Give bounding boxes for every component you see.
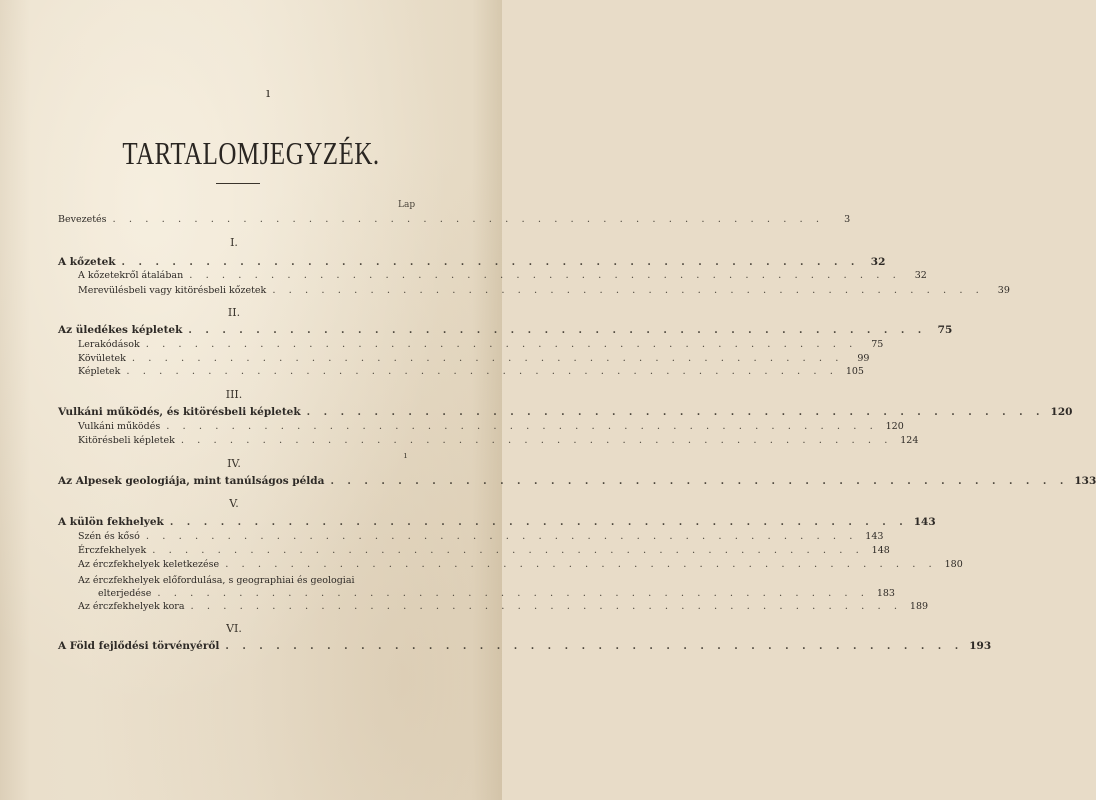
page-column-header: Lap <box>398 200 416 210</box>
section-number-iv: IV. <box>227 457 241 470</box>
toc-leader-dots: . . . . . . . . . . . . . . . . . . . . . . . . . . . . . . . . . . . . . . . . . . . . <box>166 421 878 432</box>
toc-page-number: 189 <box>909 601 929 612</box>
section-number-i: I. <box>230 236 238 249</box>
toc-entry-intro[interactable] <box>58 214 851 228</box>
toc-page-number: 32 <box>914 270 927 281</box>
page-folio-mark: ı <box>266 86 271 101</box>
toc-leader-dots: . . . . . . . . . . . . . . . . . . . . . . . . . . . . . . . . . . . . . . . . . . . . <box>190 601 903 612</box>
toc-entry-2c[interactable] <box>78 366 864 380</box>
page-title: TARTALOMJEGYZÉK. <box>122 137 380 172</box>
toc-entry-section-4[interactable] <box>58 475 1096 489</box>
toc-entry-section-6[interactable] <box>58 640 992 654</box>
pencil-mark: ı <box>404 451 407 461</box>
toc-entry-5e[interactable] <box>78 601 929 615</box>
toc-entry-2b[interactable] <box>78 353 870 367</box>
toc-page-number: 32 <box>870 256 886 268</box>
toc-leader-dots: . . . . . . . . . . . . . . . . . . . . . . . . . . . . . . . . . . . . . . . . . . . . <box>112 214 825 225</box>
toc-entry-label: Képletek <box>78 366 121 377</box>
toc-entry-label: Az Alpesek geologiája, mint tanúlságos példa <box>58 475 325 487</box>
toc-entry-1b[interactable] <box>78 285 1010 299</box>
toc-leader-dots: . . . . . . . . . . . . . . . . . . . . . . . . . . . . . . . . . . . . . . . . . . . . <box>272 285 984 296</box>
toc-entry-section-5[interactable] <box>58 516 936 530</box>
toc-page-number: 99 <box>857 353 870 364</box>
toc-page-number: 120 <box>1050 406 1073 418</box>
toc-leader-dots: . . . . . . . . . . . . . . . . . . . . . . . . . . . . . . . . . . . . . . . . . . . . <box>121 257 860 268</box>
toc-leader-dots: . . . . . . . . . . . . . . . . . . . . . . . . . . . . . . . . . . . . . . . . . . . . <box>152 545 864 556</box>
toc-entry-label: Az érczfekhelyek keletkezése <box>78 559 220 570</box>
toc-leader-dots: . . . . . . . . . . . . . . . . . . . . . . . . . . . . . . . . . . . . . . . . . . . . <box>145 531 858 542</box>
toc-entry-2a[interactable] <box>78 339 884 353</box>
toc-leader-dots: . . . . . . . . . . . . . . . . . . . . . . . . . . . . . . . . . . . . . . . . . . . . <box>188 325 927 336</box>
toc-entry-label: Az érczfekhelyek kora <box>78 601 185 612</box>
toc-page-number: 3 <box>844 214 851 225</box>
toc-entry-label: Vulkáni működés, és kitörésbeli képletek <box>58 406 301 418</box>
toc-entry-5b[interactable] <box>78 545 890 559</box>
toc-entry-label: Kövületek <box>78 353 126 364</box>
section-number-ii: II. <box>227 306 241 319</box>
toc-page-number: 39 <box>997 285 1010 296</box>
toc-entry-label: Érczfekhelyek <box>78 545 147 556</box>
toc-entry-label: Szén és kősó <box>78 531 140 542</box>
toc-page-number: 105 <box>845 366 864 377</box>
toc-page-number: 75 <box>871 339 884 350</box>
toc-leader-dots: . . . . . . . . . . . . . . . . . . . . . . . . . . . . . . . . . . . . . . . . . . . . <box>225 641 964 652</box>
toc-leader-dots: . . . . . . . . . . . . . . . . . . . . . . . . . . . . . . . . . . . . . . . . . . . . <box>126 366 838 377</box>
toc-page-number: 193 <box>969 640 992 652</box>
toc-entry-label: Bevezetés <box>58 214 107 225</box>
section-number-iii: III. <box>225 388 243 401</box>
toc-entry-5a[interactable] <box>78 531 884 545</box>
toc-leader-dots: . . . . . . . . . . . . . . . . . . . . . . . . . . . . . . . . . . . . . . . . . . . . <box>157 588 869 599</box>
toc-leader-dots: . . . . . . . . . . . . . . . . . . . . . . . . . . . . . . . . . . . . . . . . . . . . <box>306 407 1045 418</box>
toc-entry-label: A kőzetekről átalában <box>78 270 184 281</box>
toc-leader-dots: . . . . . . . . . . . . . . . . . . . . . . . . . . . . . . . . . . . . . . . . . . . . <box>145 339 858 350</box>
toc-entry-5d[interactable] <box>98 588 895 602</box>
toc-leader-dots: . . . . . . . . . . . . . . . . . . . . . . . . . . . . . . . . . . . . . . . . . . . . <box>169 517 908 528</box>
toc-entry-label: Kitörésbeli képletek <box>78 435 175 446</box>
toc-page-number: 143 <box>865 531 884 542</box>
toc-leader-dots: . . . . . . . . . . . . . . . . . . . . . . . . . . . . . . . . . . . . . . . . . . . . <box>131 353 844 364</box>
toc-entry-3a[interactable] <box>78 421 904 435</box>
toc-page-number: 75 <box>937 324 953 336</box>
title-divider <box>216 183 260 184</box>
toc-entry-5c[interactable] <box>78 559 963 573</box>
toc-entry-5d-first-line[interactable]: Az érczfekhelyek előfordulása, s geographiai és geologiai <box>78 575 355 586</box>
toc-page-number: 183 <box>876 588 895 599</box>
toc-page-number: 180 <box>944 559 963 570</box>
toc-entry-1a[interactable] <box>78 270 927 284</box>
toc-entry-label: elterjedése <box>98 588 152 599</box>
toc-entry-label: Merevülésbeli vagy kitörésbeli kőzetek <box>78 285 267 296</box>
toc-entry-section-2[interactable] <box>58 324 953 338</box>
toc-entry-section-1[interactable] <box>58 256 886 270</box>
section-number-vi: VI. <box>226 622 242 635</box>
section-number-v: V. <box>229 497 239 510</box>
toc-entry-section-3[interactable] <box>58 406 1073 420</box>
toc-entry-label: A külön fekhelyek <box>58 516 164 528</box>
toc-page-number: 120 <box>885 421 904 432</box>
toc-page-number: 148 <box>871 545 890 556</box>
toc-page-number: 133 <box>1074 475 1096 487</box>
toc-page-number: 143 <box>913 516 936 528</box>
toc-entry-label: A kőzetek <box>58 256 116 268</box>
toc-entry-label: Az üledékes képletek <box>58 324 183 336</box>
toc-leader-dots: . . . . . . . . . . . . . . . . . . . . . . . . . . . . . . . . . . . . . . . . . . . . <box>189 270 901 281</box>
toc-entry-label: A Föld fejlődési törvényéről <box>58 640 220 652</box>
toc-leader-dots: . . . . . . . . . . . . . . . . . . . . . . . . . . . . . . . . . . . . . . . . . . . . <box>225 559 937 570</box>
toc-entry-label: Lerakódások <box>78 339 140 350</box>
toc-leader-dots: . . . . . . . . . . . . . . . . . . . . . . . . . . . . . . . . . . . . . . . . . . . . <box>330 476 1069 487</box>
toc-entry-label: Vulkáni működés <box>78 421 161 432</box>
toc-page-number: 124 <box>900 435 919 446</box>
toc-entry-3b[interactable] <box>78 435 919 449</box>
toc-leader-dots: . . . . . . . . . . . . . . . . . . . . . . . . . . . . . . . . . . . . . . . . . . . . <box>180 435 893 446</box>
